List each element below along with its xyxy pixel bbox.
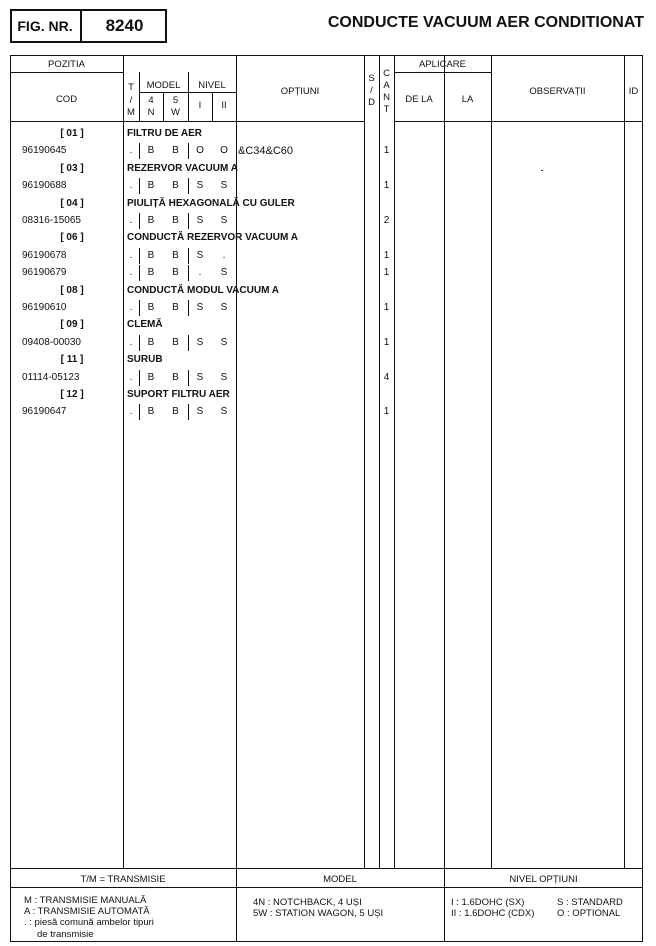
col-de-la: DE LA [405, 94, 433, 105]
grid-line [394, 72, 491, 73]
col-tm-t: T [128, 82, 134, 93]
model-5w-cell: B [172, 215, 179, 226]
grid-line [10, 72, 123, 73]
cell-divider [139, 213, 140, 229]
parts-table [10, 55, 643, 942]
cell-divider [188, 213, 189, 229]
cell-divider [139, 143, 140, 159]
cell-divider [188, 335, 189, 351]
col-sd-d: D [368, 97, 375, 108]
model-5w-cell: B [172, 337, 179, 348]
cell-divider [139, 335, 140, 351]
nivel-2-cell: S [220, 267, 228, 278]
position-number: [ 12 ] [60, 389, 84, 400]
column-line [123, 55, 124, 868]
col-model-5-bottom: W [171, 107, 180, 118]
legend-model-title: MODEL [323, 874, 357, 885]
transmission-cell: . [129, 337, 133, 348]
col-cant-n: N [383, 92, 390, 103]
model-4n-cell: B [147, 302, 155, 313]
legend-tm-title: T/M = TRANSMISIE [80, 874, 166, 885]
col-cant-t: T [383, 104, 390, 115]
col-pozitia: POZITIA [48, 59, 85, 70]
quantity-cell: 1 [383, 302, 390, 313]
col-model-4-bottom: N [147, 107, 155, 118]
part-code: 96190645 [22, 145, 67, 156]
model-5w-cell: B [172, 372, 179, 383]
nivel-2-cell: S [220, 337, 228, 348]
column-line [624, 55, 625, 868]
column-line [364, 55, 365, 868]
speck-mark [541, 170, 543, 171]
position-number: [ 06 ] [60, 232, 84, 243]
position-number: [ 11 ] [60, 354, 84, 365]
nivel-1-cell: S [196, 215, 204, 226]
transmission-cell: . [129, 145, 133, 156]
quantity-cell: 1 [383, 180, 390, 191]
legend-model-line-1: 4N : NOTCHBACK, 4 UȘI [253, 897, 362, 908]
legend-nivel-right-2: O : OPTIONAL [557, 908, 621, 919]
col-sd-s: S [368, 73, 375, 84]
part-code: 08316-15065 [22, 215, 81, 226]
model-5w-cell: B [172, 145, 179, 156]
cell-divider [188, 300, 189, 316]
transmission-cell: . [129, 372, 133, 383]
model-4n-cell: B [147, 337, 155, 348]
legend-nivel-right-1: S : STANDARD [557, 897, 623, 908]
model-4n-cell: B [147, 180, 155, 191]
col-tm-m: M [127, 107, 135, 118]
column-line [394, 55, 395, 868]
nivel-1-cell: S [196, 302, 204, 313]
cell-divider [188, 178, 189, 194]
part-description: REZERVOR VACUUM A [127, 163, 238, 174]
model-5w-cell: B [172, 406, 179, 417]
nivel-2-cell: S [220, 372, 228, 383]
col-model: MODEL [146, 80, 181, 91]
nivel-2-cell: S [220, 180, 228, 191]
nivel-2-cell: S [220, 302, 228, 313]
model-5w-cell: B [172, 302, 179, 313]
position-number: [ 09 ] [60, 319, 84, 330]
nivel-2-cell: S [220, 406, 228, 417]
legend-tm-line-1: M : TRANSMISIE MANUALĂ [24, 895, 147, 906]
transmission-cell: . [129, 250, 133, 261]
cell-divider [139, 248, 140, 264]
cell-divider [188, 370, 189, 386]
quantity-cell: 1 [383, 250, 390, 261]
col-la: LA [461, 94, 474, 105]
model-4n-cell: B [147, 250, 155, 261]
cell-divider [139, 178, 140, 194]
model-4n-cell: B [147, 215, 155, 226]
column-line [379, 55, 380, 868]
legend-nivel-line-2: II : 1.6DOHC (CDX) [451, 908, 535, 919]
cell-divider [139, 404, 140, 420]
part-description: FILTRU DE AER [127, 128, 202, 139]
part-code: 09408-00030 [22, 337, 81, 348]
col-cant-a: A [383, 80, 390, 91]
cell-divider [188, 404, 189, 420]
legend-nivel-line-1: I : 1.6DOHC (SX) [451, 897, 525, 908]
col-model-4-top: 4 [148, 95, 154, 106]
col-model-5-top: 5 [172, 95, 179, 106]
part-code: 96190688 [22, 180, 67, 191]
transmission-cell: . [129, 215, 133, 226]
position-number: [ 01 ] [60, 128, 84, 139]
header-bottom-line [394, 121, 643, 122]
model-4n-cell: B [147, 267, 155, 278]
part-description: CONDUCTĂ REZERVOR VACUUM A [127, 232, 298, 243]
cell-divider [188, 143, 189, 159]
position-number: [ 04 ] [60, 198, 84, 209]
part-code: 96190610 [22, 302, 67, 313]
position-number: [ 08 ] [60, 285, 84, 296]
model-4n-cell: B [147, 372, 155, 383]
legend-tm-line-2: A : TRANSMISIE AUTOMATĂ [24, 906, 150, 917]
column-line [444, 55, 445, 868]
transmission-cell: . [129, 180, 133, 191]
part-code: 01114-05123 [22, 372, 80, 383]
position-number: [ 03 ] [60, 163, 84, 174]
quantity-cell: 4 [383, 372, 390, 383]
cell-divider [139, 265, 140, 281]
col-nivel: NIVEL [198, 80, 226, 91]
transmission-cell: . [129, 406, 133, 417]
cell-divider [188, 248, 189, 264]
legend-model-line-2: 5W : STATION WAGON, 5 UȘI [253, 908, 384, 919]
nivel-1-cell: S [196, 406, 204, 417]
col-optiuni: OPȚIUNI [280, 86, 320, 97]
cell-divider [188, 265, 189, 281]
col-tm-slash: / [129, 95, 133, 106]
legend-tm-line-3: . : piesă comună ambelor tipuri [24, 917, 154, 928]
nivel-1-cell: S [196, 250, 204, 261]
quantity-cell: 1 [383, 145, 390, 156]
footer-title-line [10, 887, 643, 888]
part-description: SUPORT FILTRU AER [127, 389, 230, 400]
legend-tm-line-4: de transmisie [37, 929, 94, 940]
cell-divider [139, 370, 140, 386]
part-description: SURUB [127, 354, 163, 365]
legend-nivel-title: NIVEL OPȚIUNI [509, 874, 578, 885]
col-nivel-1: I [198, 100, 202, 111]
nivel-1-cell: S [196, 337, 204, 348]
column-line [491, 55, 492, 868]
nivel-2-cell: S [220, 215, 228, 226]
col-sd-slash: / [370, 85, 373, 96]
quantity-cell: 1 [383, 337, 390, 348]
column-line [236, 55, 237, 868]
quantity-cell: 1 [383, 267, 390, 278]
quantity-cell: 1 [383, 406, 390, 417]
part-description: PIULIȚĂ HEXAGONALĂ CU GULER [127, 198, 295, 209]
option-code: &C34&C60 [238, 145, 294, 157]
model-5w-cell: B [172, 250, 179, 261]
header-bottom-line [10, 121, 364, 122]
nivel-1-cell: . [198, 267, 202, 278]
page-title: CONDUCTE VACUUM AER CONDITIONAT [327, 14, 644, 31]
col-aplicare: APLICARE [419, 59, 466, 70]
col-cant-c: C [383, 68, 390, 79]
col-id: ID [628, 86, 639, 97]
part-code: 96190679 [22, 267, 67, 278]
quantity-cell: 2 [383, 215, 390, 226]
nivel-2-cell: . [222, 250, 226, 261]
col-nivel-2: II [221, 100, 227, 111]
part-description: CLEMĂ [127, 319, 163, 330]
model-5w-cell: B [172, 267, 179, 278]
transmission-cell: . [129, 267, 133, 278]
transmission-cell: . [129, 302, 133, 313]
nivel-1-cell: O [196, 145, 204, 156]
model-4n-cell: B [147, 145, 155, 156]
col-observatii: OBSERVAȚII [529, 86, 586, 97]
col-cod: COD [55, 94, 78, 105]
part-description: CONDUCTĂ MODUL VACUUM A [127, 285, 280, 296]
footer-top-line [10, 868, 643, 869]
figure-number: 8240 [105, 16, 144, 35]
nivel-2-cell: O [220, 145, 228, 156]
model-4n-cell: B [147, 406, 155, 417]
nivel-1-cell: S [196, 180, 204, 191]
model-5w-cell: B [172, 180, 179, 191]
part-code: 96190647 [22, 406, 67, 417]
figure-label: FIG. NR. [10, 9, 82, 43]
nivel-1-cell: S [196, 372, 204, 383]
part-code: 96190678 [22, 250, 67, 261]
cell-divider [139, 300, 140, 316]
